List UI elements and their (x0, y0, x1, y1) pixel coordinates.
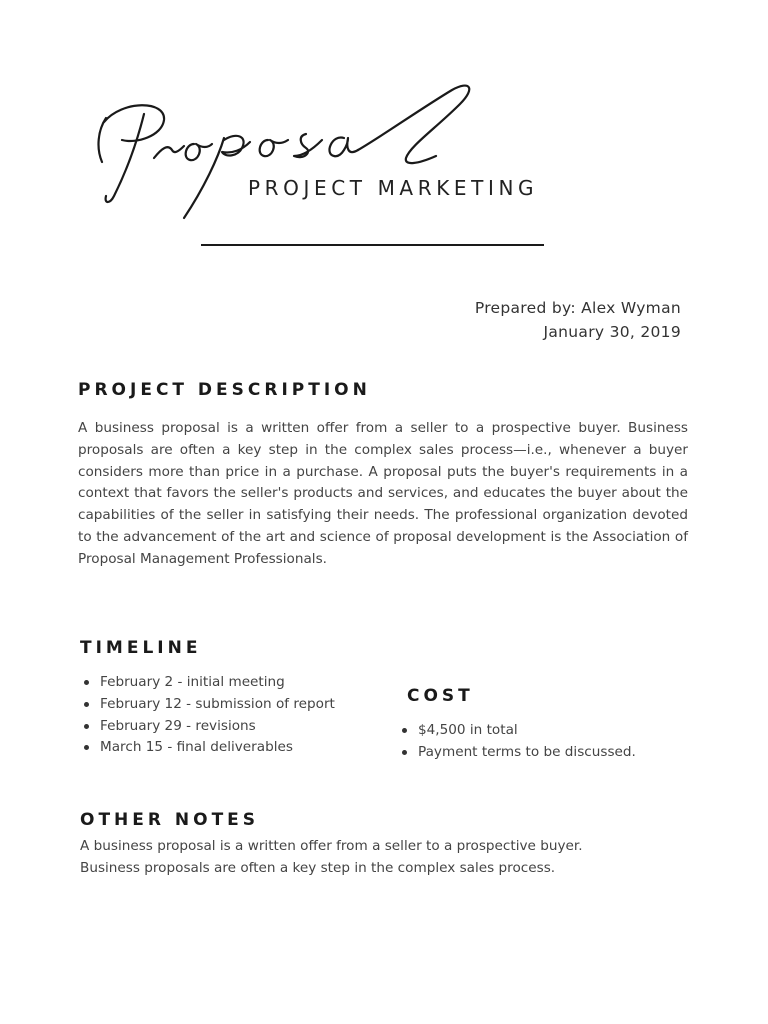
list-item: $4,500 in total (396, 720, 636, 742)
script-title-proposal (92, 78, 482, 228)
list-item: Payment terms to be discussed. (396, 742, 636, 764)
prepared-block (475, 296, 681, 344)
document-subtitle: PROJECT MARKETING (248, 176, 539, 200)
list-item: March 15 - final deliverables (78, 737, 335, 759)
proposal-script-logo (92, 78, 482, 228)
list-item: February 12 - submission of report (78, 694, 335, 716)
list-item: February 2 - initial meeting (78, 672, 335, 694)
cost-heading: COST (407, 686, 474, 706)
title-divider (201, 244, 544, 246)
list-item: February 29 - revisions (78, 716, 335, 738)
timeline-list (78, 672, 335, 759)
project-description-heading: PROJECT DESCRIPTION (78, 380, 371, 400)
project-description-body: A business proposal is a written offer from a seller to a prospective buyer. Business proposals are often a key step in the complex sales process—i.e., whenever a buyer considers more than price in a purchase. A proposal puts the buyer's requirements in a context that favors the seller's products and services, and educates the buyer about the capabilities of the seller in satisfying their needs. The professional organization devoted to the advancement of the art and science of proposal development is the Association of Proposal Management Professionals. (78, 420, 688, 567)
notes-line: A business proposal is a written offer from a seller to a prospective buyer. (80, 838, 583, 854)
other-notes-body (80, 835, 700, 879)
other-notes-heading: OTHER NOTES (80, 810, 260, 830)
prepared-date: January 30, 2019 (543, 323, 681, 341)
notes-line: Business proposals are often a key step in the complex sales process. (80, 860, 556, 876)
timeline-heading: TIMELINE (80, 638, 202, 658)
prepared-by: Prepared by: Alex Wyman (474, 299, 681, 317)
cost-list (396, 720, 636, 764)
